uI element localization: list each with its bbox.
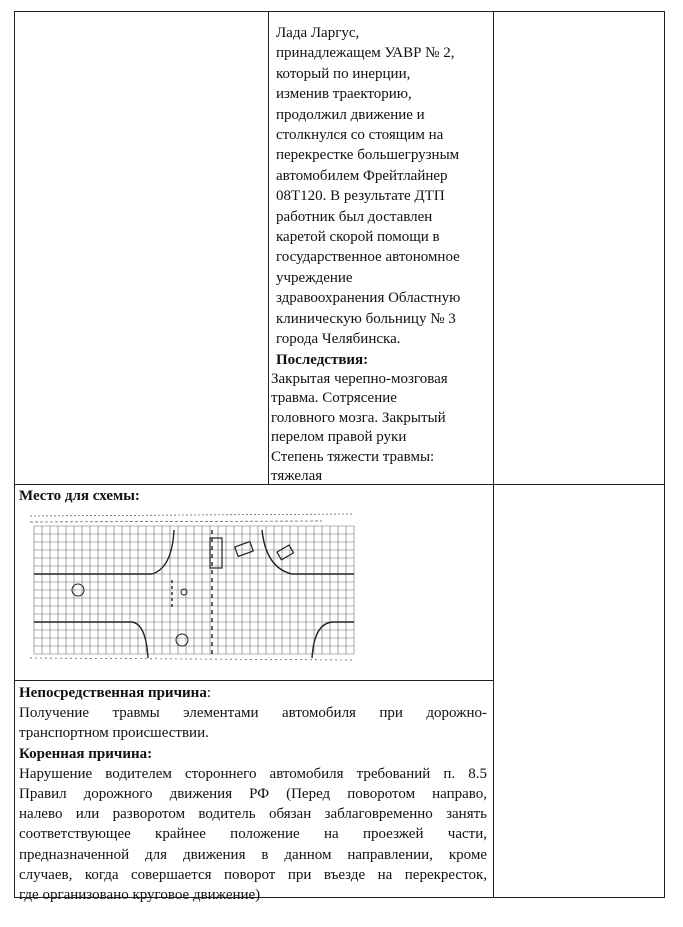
root-cause-line: соответствующее крайнее положение на проезжей части, bbox=[19, 826, 487, 843]
description-line: перекрестке большегрузным bbox=[276, 147, 460, 164]
direct-cause-line: Получение травмы элементами автомобиля при дорожно- bbox=[19, 705, 487, 722]
root-cause-line: Правил дорожного движения РФ (Перед поворотом направо, bbox=[19, 786, 487, 803]
table-right-border bbox=[664, 11, 665, 898]
description-line: столкнулся со стоящим на bbox=[276, 127, 444, 144]
description-line: клиническую больницу № 3 bbox=[276, 310, 456, 327]
root-cause-line: предназначенной для движения в данном направлении, кроме bbox=[19, 846, 487, 863]
accident-scheme-drawing bbox=[22, 508, 362, 670]
table-left-border bbox=[14, 11, 15, 898]
incident-description bbox=[276, 23, 460, 370]
description-line: Лада Ларгус, bbox=[276, 25, 360, 41]
description-line: который по инерции, bbox=[276, 65, 411, 82]
description-line: принадлежащем УАВР № 2, bbox=[276, 45, 455, 62]
root-cause-text bbox=[19, 764, 487, 905]
description-line: каретой скорой помощи в bbox=[276, 229, 440, 246]
description-line: изменив траекторию, bbox=[276, 86, 412, 103]
consequences-line: перелом правой руки bbox=[271, 429, 407, 446]
direct-cause-heading: Непосредственная причина bbox=[19, 685, 207, 701]
causes-block bbox=[19, 683, 487, 905]
description-line: 08Т120. В результате ДТП bbox=[276, 188, 445, 205]
root-cause-line: налево или разворотом водитель обязан заблаговременно занять bbox=[19, 806, 487, 823]
root-cause-line: Нарушение водителем стороннего автомобиля требований п. 8.5 bbox=[19, 765, 487, 782]
description-line: продолжил движение и bbox=[276, 106, 425, 123]
root-cause-line: случаев, когда совершается поворот при въезде на перекресток, bbox=[19, 866, 487, 883]
direct-cause-heading-line bbox=[19, 683, 487, 703]
description-line: государственное автономное bbox=[276, 249, 460, 266]
root-cause-heading: Коренная причина: bbox=[19, 745, 153, 762]
description-line: работник был доставлен bbox=[276, 208, 433, 225]
consequences-text bbox=[271, 370, 448, 486]
consequences-line: Закрытая черепно-мозговая bbox=[271, 371, 448, 387]
description-line: учреждение bbox=[276, 269, 353, 286]
direct-cause-text bbox=[19, 703, 487, 743]
direct-cause-line: транспортном происшествии. bbox=[19, 725, 209, 742]
description-line: города Челябинска. bbox=[276, 331, 401, 348]
table-top-border bbox=[14, 11, 664, 12]
consequences-line: тяжелая bbox=[271, 468, 323, 485]
consequences-line: головного мозга. Закрытый bbox=[271, 409, 446, 426]
row-divider-2 bbox=[14, 680, 494, 681]
description-line: автомобилем Фрейтлайнер bbox=[276, 167, 448, 184]
consequences-line: травма. Сотрясение bbox=[271, 390, 397, 407]
description-line: здравоохранения Областную bbox=[276, 290, 461, 307]
column-divider-main bbox=[493, 11, 494, 898]
direct-cause-colon: : bbox=[206, 685, 211, 701]
root-cause-line: где организовано круговое движение) bbox=[19, 887, 261, 904]
scheme-label: Место для схемы: bbox=[19, 488, 140, 504]
column-divider-top bbox=[268, 11, 269, 485]
consequences-heading: Последствия: bbox=[276, 351, 369, 368]
consequences-line: Степень тяжести травмы: bbox=[271, 448, 435, 465]
